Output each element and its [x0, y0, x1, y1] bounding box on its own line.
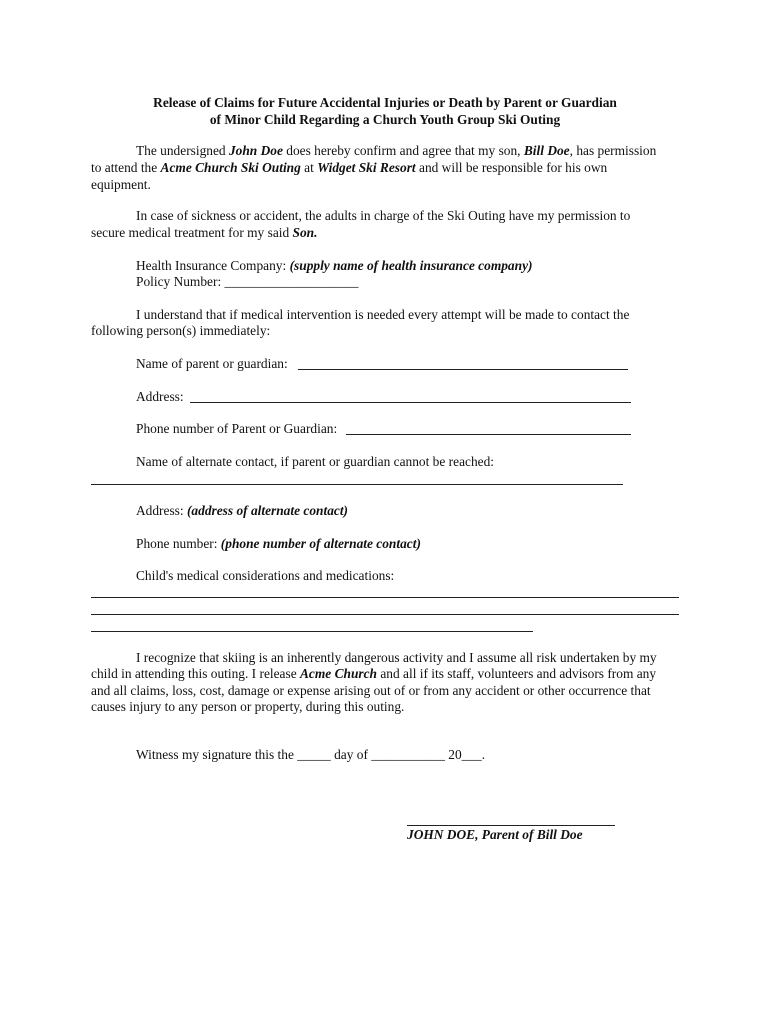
child-name: Bill Doe: [523, 143, 570, 158]
insurance-company-value[interactable]: (supply name of health insurance company): [289, 258, 533, 273]
para1-text: and will be responsible for his own: [415, 160, 608, 175]
insurance-company-line: [136, 257, 532, 274]
para4-line-4: causes injury to any person or property, during this outing.: [91, 699, 405, 714]
alternate-phone-value[interactable]: (phone number of alternate contact): [220, 536, 421, 551]
alternate-address-line: [136, 502, 348, 519]
para2-line-2: [91, 224, 317, 241]
medical-field-line-2[interactable]: [91, 614, 679, 615]
medical-considerations-label: Child's medical considerations and medications:: [136, 568, 395, 583]
parent-name-label: Name of parent or guardian:: [136, 356, 288, 371]
para1-line-3: equipment.: [91, 177, 151, 192]
form-title-line-2: of Minor Child Regarding a Church Youth Group Ski Outing: [209, 112, 561, 127]
policy-number-field[interactable]: Policy Number: ____________________: [136, 274, 359, 289]
para1-text: at: [300, 160, 318, 175]
address-label: Address:: [136, 389, 184, 404]
para1-text: , has permission: [569, 143, 657, 158]
address-field[interactable]: [190, 402, 631, 403]
para4-text: child in attending this outing. I release: [91, 666, 300, 681]
form-title-line-1: Release of Claims for Future Accidental Injuries or Death by Parent or Guardian: [153, 95, 617, 110]
medical-field-line-3[interactable]: [91, 631, 533, 632]
para3-line-2: following person(s) immediately:: [91, 323, 271, 338]
alternate-address-value[interactable]: (address of alternate contact): [186, 503, 349, 518]
parent-phone-field[interactable]: [346, 434, 631, 435]
relation-word: Son.: [292, 225, 318, 240]
insurance-company-label: Health Insurance Company:: [136, 258, 290, 273]
para1-line-2: [91, 159, 607, 176]
alternate-phone-line: [136, 535, 421, 552]
para1-text: to attend the: [91, 160, 161, 175]
signatory-name: JOHN DOE, Parent of Bill Doe: [407, 827, 583, 842]
para4-line-3: and all claims, loss, cost, damage or expense arising out of or from any accident or other occurrence that: [91, 683, 651, 698]
para1-text: does hereby confirm and agree that my son,: [282, 143, 524, 158]
parent-phone-label: Phone number of Parent or Guardian:: [136, 421, 338, 436]
church-name: Acme Church: [300, 666, 378, 681]
alternate-phone-label: Phone number:: [136, 536, 221, 551]
para4-line-1: I recognize that skiing is an inherently dangerous activity and I assume all risk undertaken by my: [136, 650, 657, 665]
para2-line-1: In case of sickness or accident, the adults in charge of the Ski Outing have my permission to: [136, 208, 631, 223]
event-name: Acme Church Ski Outing: [160, 160, 301, 175]
para2-text: secure medical treatment for my said: [91, 225, 293, 240]
resort-name: Widget Ski Resort: [317, 160, 416, 175]
para4-text: and all if its staff, volunteers and advisors from any: [377, 666, 657, 681]
para3-line-1: I understand that if medical intervention is needed every attempt will be made to contact the: [136, 307, 630, 322]
medical-field-line-1[interactable]: [91, 597, 679, 598]
parent-name-field[interactable]: [298, 369, 628, 370]
para1-line-1: [136, 142, 656, 159]
para4-line-2: [91, 665, 656, 682]
parent-name: John Doe: [228, 143, 283, 158]
para1-text: The undersigned: [136, 143, 229, 158]
alternate-address-label: Address:: [136, 503, 187, 518]
alternate-contact-label: Name of alternate contact, if parent or guardian cannot be reached:: [136, 454, 495, 469]
alternate-contact-field[interactable]: [91, 484, 623, 485]
witness-signature-line[interactable]: Witness my signature this the _____ day of ___________ 20___.: [136, 747, 486, 762]
